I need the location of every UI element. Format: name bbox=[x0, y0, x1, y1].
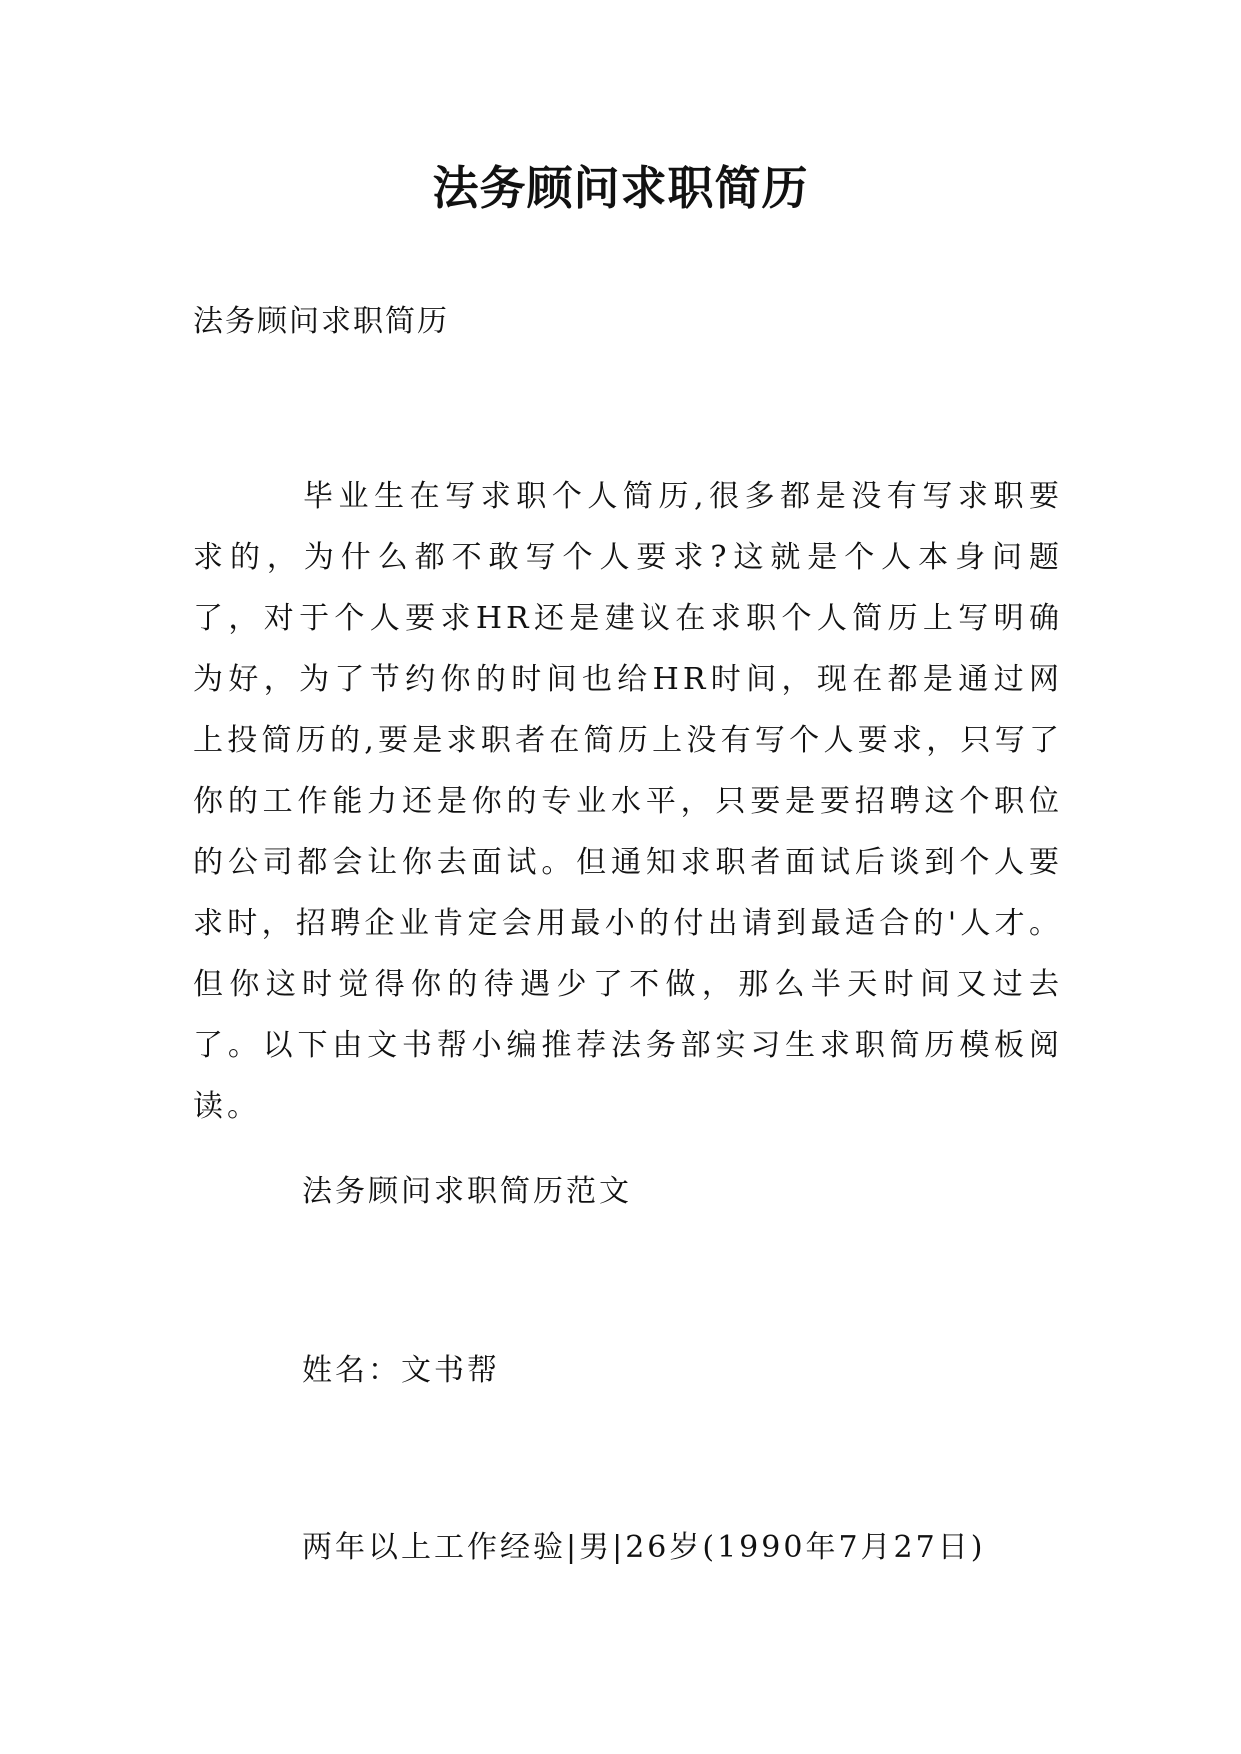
document-title: 法务顾问求职简历 bbox=[432, 161, 809, 215]
document-subtitle: 法务顾问求职简历 bbox=[193, 304, 449, 339]
info-line: 两年以上工作经验|男|26岁(1990年7月27日) bbox=[302, 1530, 986, 1565]
intro-paragraph: 毕业生在写求职个人简历,很多都是没有写求职要求的，为什么都不敢写个人要求?这就是个人本身问题了，对于个人要求HR还是建议在求职个人简历上写明确为好，为了节约你的时间也给HR时间，现在都是通过网上投简历的,要是求职者在简历上没有写个人要求，只写了你的工作能力还是你的专业水平，只要是要招聘这个职位的公司都会让你去面试。但通知求职者面试后谈到个人要求时，招聘企业肯定会用最小的付出请到最适合的'人才。但你这时觉得你的待遇少了不做，那么半天时间又过去了。以下由文书帮小编推荐法务部实习生求职简历模板阅读。 bbox=[193, 479, 1063, 1124]
name-line: 姓名：文书帮 bbox=[302, 1353, 500, 1388]
section-title: 法务顾问求职简历范文 bbox=[302, 1174, 632, 1209]
